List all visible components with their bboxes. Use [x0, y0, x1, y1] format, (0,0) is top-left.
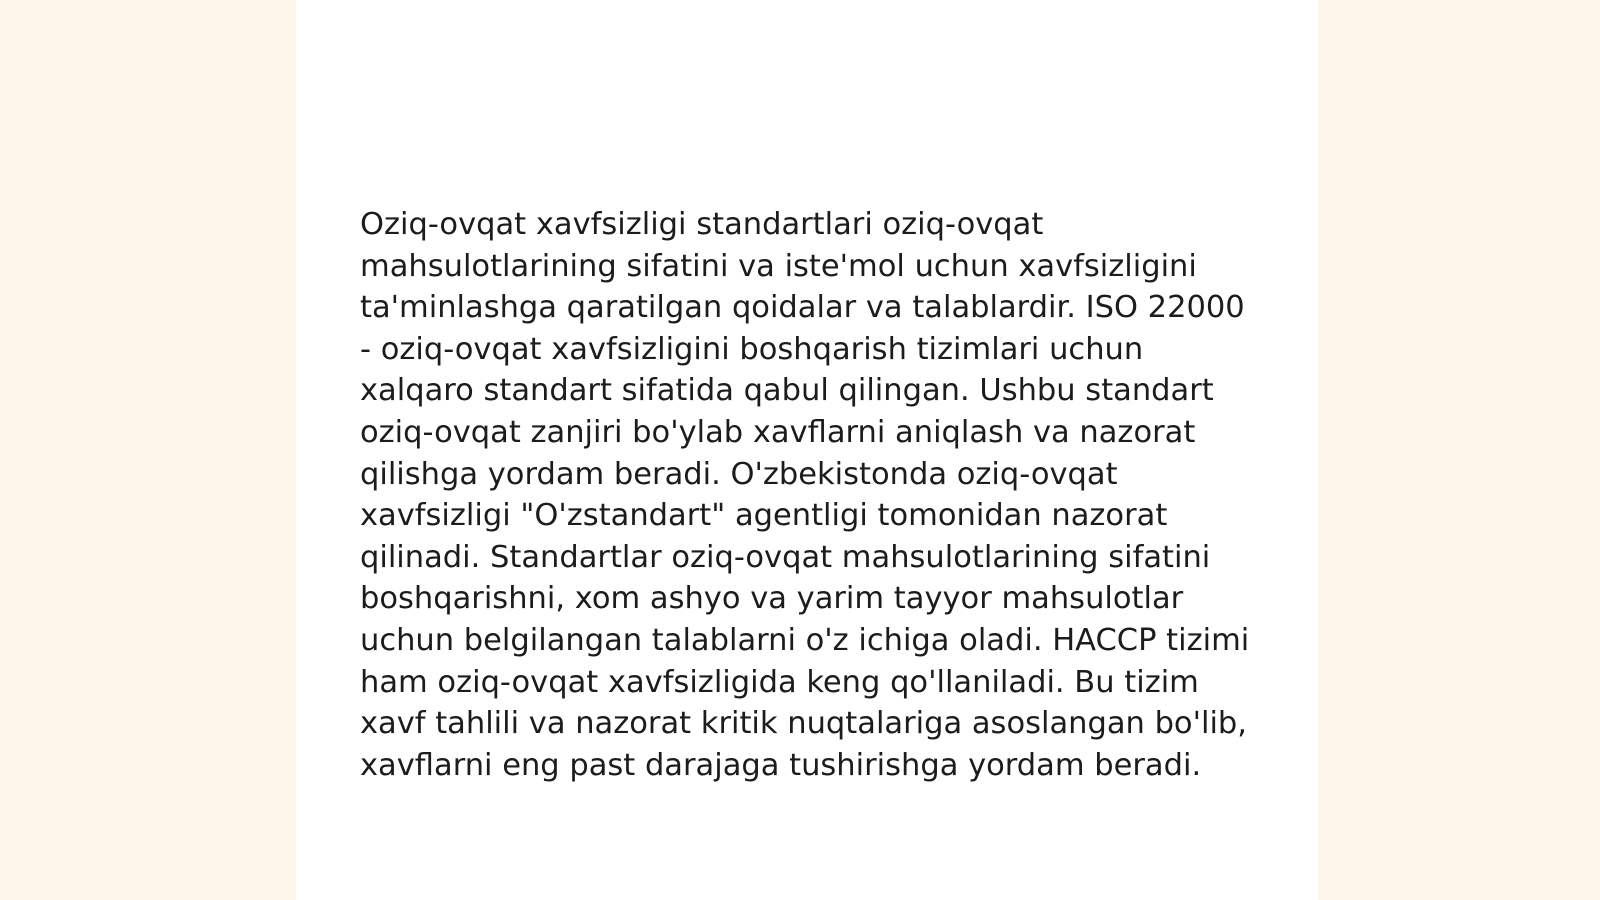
body-paragraph: Oziq-ovqat xavfsizligi standartlari oziq-ovqat mahsulotlarining sifatini va iste'mol uchun xavfsizligini ta'minlashga qaratilgan qoidalar va talablardir. ISO 22000 - oziq-ovqat xavfsizligini boshqarish tizimlari uchun xalqaro standart sifatida qabul qilingan. Ushbu standart oziq-ovqat zanjiri bo'ylab xavflarni aniqlash va nazorat qilishga yordam beradi. O'zbekistonda oziq-ovqat xavfsizligi "O'zstandart" agentligi tomonidan nazorat qilinadi. Standartlar oziq-ovqat mahsulotlarining sifatini boshqarishni, xom ashyo va yarim tayyor mahsulotlar uchun belgilangan talablarni o'z ichiga oladi. HACCP tizimi ham oziq-ovqat xavfsizligida keng qo'llaniladi. Bu tizim xavf tahlili va nazorat kritik nuqtalariga asoslangan bo'lib, xavflarni eng past darajaga tushirishga yordam beradi. — [360, 207, 1250, 783]
right-margin — [1318, 0, 1600, 900]
document-page — [296, 0, 1318, 900]
left-margin — [0, 0, 296, 900]
